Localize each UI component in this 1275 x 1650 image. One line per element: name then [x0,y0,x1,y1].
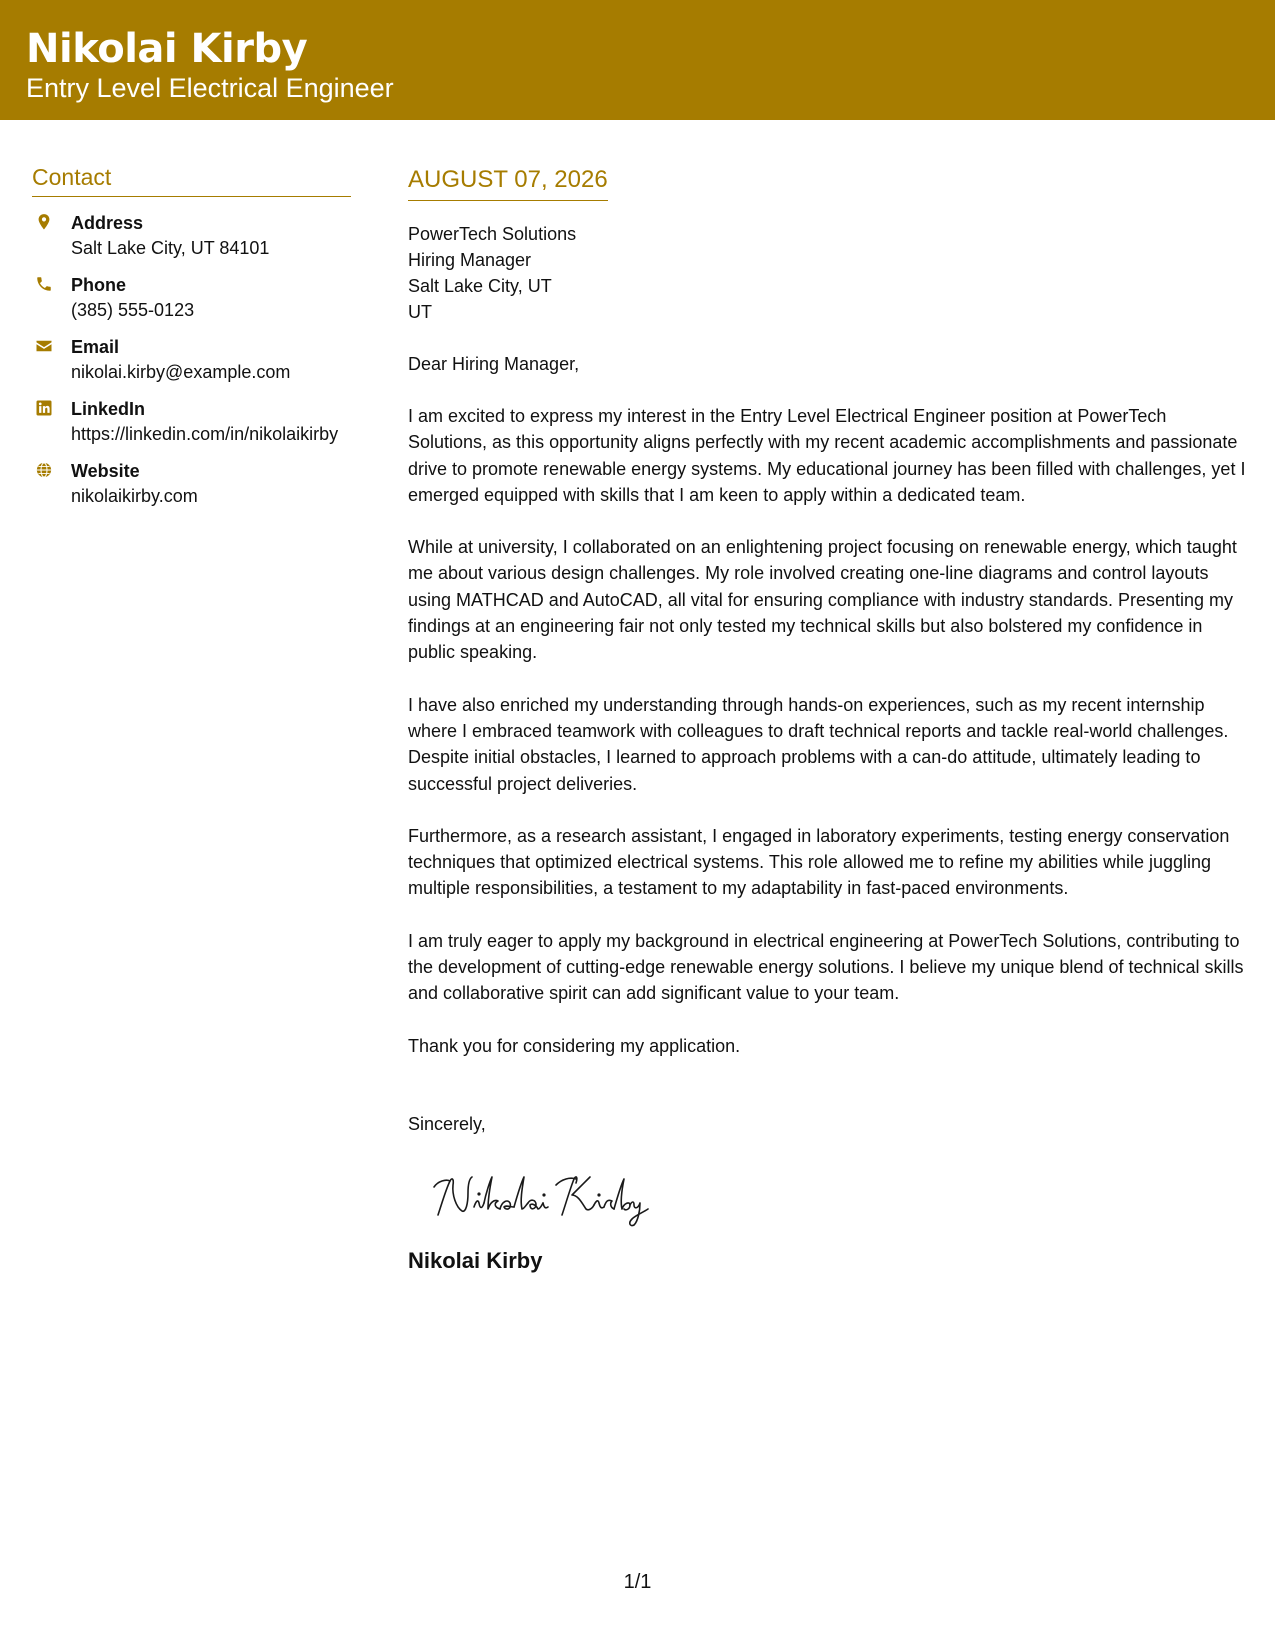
contact-value: nikolaikirby.com [71,486,198,506]
handwritten-signature [428,1163,668,1233]
contact-label: Website [71,461,140,481]
candidate-name: Nikolai Kirby [26,26,308,72]
contact-label: Address [71,213,144,233]
contact-label: Phone [71,275,127,295]
phone-icon [35,275,53,293]
contact-sidebar [32,162,351,521]
contact-section-title: Contact [32,162,351,197]
contact-label: Email [71,337,120,357]
recipient-block [408,221,1248,325]
contact-website [32,459,351,509]
signed-name: Nikolai Kirby [408,1247,543,1273]
contact-value: https://linkedin.com/in/nikolaikirby [71,424,339,444]
closing: Sincerely, [408,1113,486,1134]
salutation: Dear Hiring Manager, [408,354,580,374]
letter-paragraphs [408,403,1248,1059]
recipient-state: UT [408,302,432,322]
recipient-company: PowerTech Solutions [408,224,577,244]
letter-paragraph: I am truly eager to apply my background in electrical engineering at PowerTech Solutions, contributing to the development of cutting-edge renewable energy solutions. I believe my unique blend of technical skills and collaborative spirit can add significant value to your team. [408,930,1244,1004]
candidate-role: Entry Level Electrical Engineer [26,73,394,103]
letter-paragraph: I am excited to express my interest in the Entry Level Electrical Engineer position at PowerTech Solutions, as this opportunity aligns perfectly with my recent academic accomplishments and passionate drive to promote renewable energy systems. My educational journey has been filled with challenges, yet I emerged equipped with skills that I am keen to apply within a dedicated team. [408,406,1246,505]
recipient-city: Salt Lake City, UT [408,276,552,296]
map-pin-icon [35,213,53,231]
contact-value: (385) 555-0123 [71,300,195,320]
letter-paragraph: Furthermore, as a research assistant, I engaged in laboratory experiments, testing energy conservation techniques that optimized electrical systems. This role allowed me to refine my abilities while juggling multiple responsibilities, a testament to my adaptability in fast-paced environments. [408,825,1230,899]
letter-body [408,164,1248,1276]
contact-value: nikolai.kirby@example.com [71,362,291,382]
contact-email [32,335,351,385]
contact-phone [32,273,351,323]
recipient-title: Hiring Manager [408,250,532,270]
linkedin-icon [35,399,53,417]
header-banner [0,0,1275,120]
letter-paragraph: I have also enriched my understanding through hands-on experiences, such as my recent internship where I embraced teamwork with colleagues to draft technical reports and tackle real-world challenges. Despite initial obstacles, I learned to approach problems with a can-do attitude, ultimately leading to successful project deliveries. [408,694,1229,794]
letter-paragraph: Thank you for considering my application. [408,1035,741,1056]
page-number: 1/1 [623,1571,652,1593]
contact-label: LinkedIn [71,399,146,419]
envelope-icon [35,337,53,355]
contact-address [32,211,351,261]
letter-date: AUGUST 07, 2026 [408,164,608,201]
contact-linkedin [32,397,351,447]
letter-paragraph: While at university, I collaborated on an enlightening project focusing on renewable energy, which taught me about various design challenges. My role involved creating one-line diagrams and control layouts using MATHCAD and AutoCAD, all vital for ensuring compliance with industry standards. Presenting my findings at an engineering fair not only tested my technical skills but also bolstered my confidence in public speaking. [408,537,1237,663]
globe-icon [35,461,53,479]
contact-value: Salt Lake City, UT 84101 [71,238,270,258]
